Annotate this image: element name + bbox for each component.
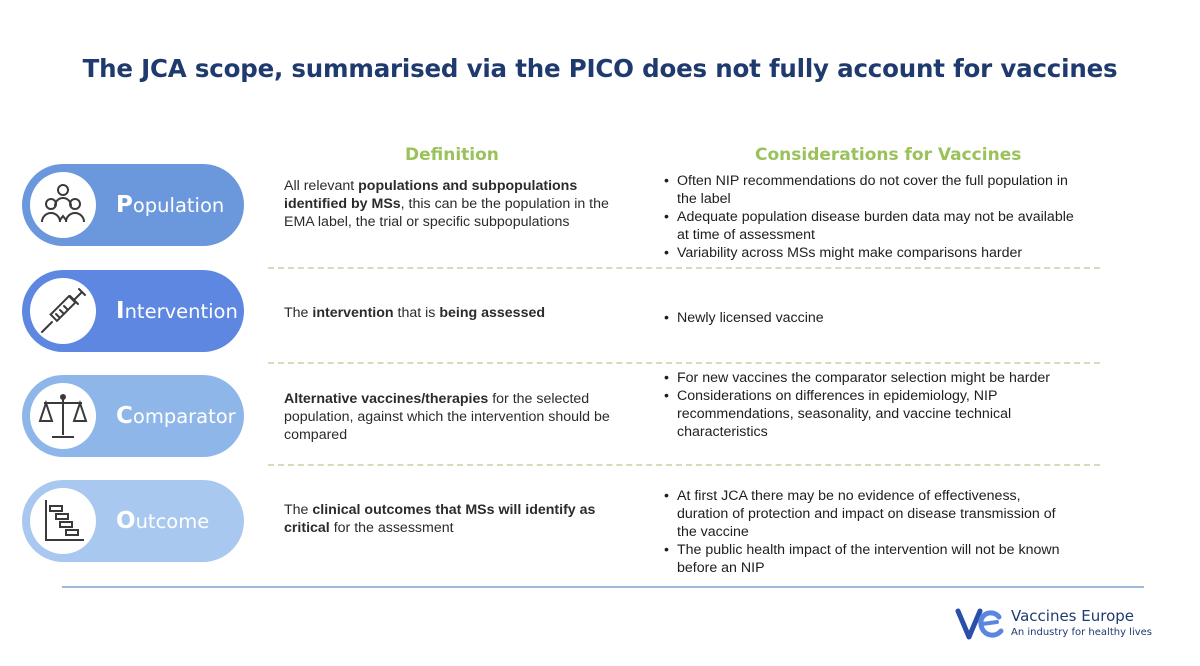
- considerations-header: Considerations for Vaccines: [755, 145, 1022, 165]
- vaccines-europe-logo: [955, 605, 1155, 645]
- slide-title: The JCA scope, summarised via the PICO does not fully account for vaccines: [82, 54, 1118, 83]
- intervention-considerations: [664, 309, 1084, 327]
- population-definition: All relevant populations and subpopulations identified by MSs, this can be the population in the EMA label, the trial or specific subpopulations: [284, 178, 609, 230]
- list-item: • Newly licensed vaccine: [664, 309, 1084, 327]
- outcome-considerations: [664, 487, 1074, 577]
- list-item: • The public health impact of the intervention will not be known before an NIP: [664, 541, 1074, 577]
- list-item: • Often NIP recommendations do not cover the full population in the label: [664, 172, 1084, 208]
- definition-header: Definition: [405, 145, 499, 165]
- logo-brand-name: Vaccines Europe: [1011, 607, 1135, 625]
- intervention-pill: [22, 270, 244, 352]
- population-pill: [22, 164, 244, 246]
- list-item: • For new vaccines the comparator selection might be harder: [664, 369, 1054, 387]
- population-icon-disc: [30, 172, 96, 238]
- intervention-label: Intervention: [116, 298, 238, 324]
- population-label: Population: [116, 192, 225, 218]
- logo-tagline: An industry for healthy lives: [1011, 627, 1153, 638]
- syringe-icon: [30, 278, 96, 344]
- outcome-label: Outcome: [116, 508, 210, 534]
- balance-scale-icon: [30, 383, 96, 449]
- comparator-definition: Alternative vaccines/therapies for the selected population, against which the intervention should be compared: [284, 391, 610, 443]
- comparator-label: Comparator: [116, 403, 236, 429]
- row-divider: [268, 267, 1100, 269]
- population-considerations: [664, 172, 1084, 262]
- list-item: • Considerations on differences in epidemiology, NIP recommendations, seasonality, and vaccine technical characteristics: [664, 387, 1054, 441]
- row-divider: [268, 464, 1100, 466]
- intervention-icon-disc: [30, 278, 96, 344]
- vaccines-europe-logo-icon: [955, 605, 1005, 643]
- comparator-pill: [22, 375, 244, 457]
- gantt-chart-icon: [30, 488, 96, 554]
- intervention-definition: The intervention that is being assessed: [284, 305, 546, 321]
- comparator-considerations: [664, 369, 1054, 441]
- list-item: • Adequate population disease burden data may not be available at time of assessment: [664, 208, 1084, 244]
- outcome-pill: [22, 480, 244, 562]
- list-item: • At first JCA there may be no evidence of effectiveness, duration of protection and impact on disease transmission of the vaccine: [664, 487, 1074, 541]
- list-item: • Variability across MSs might make comparisons harder: [664, 244, 1084, 262]
- outcome-icon-disc: [30, 488, 96, 554]
- people-group-icon: [30, 172, 96, 238]
- footer-rule: [62, 586, 1144, 588]
- comparator-icon-disc: [30, 383, 96, 449]
- outcome-definition: The clinical outcomes that MSs will identify as critical for the assessment: [284, 502, 596, 536]
- row-divider: [268, 362, 1100, 364]
